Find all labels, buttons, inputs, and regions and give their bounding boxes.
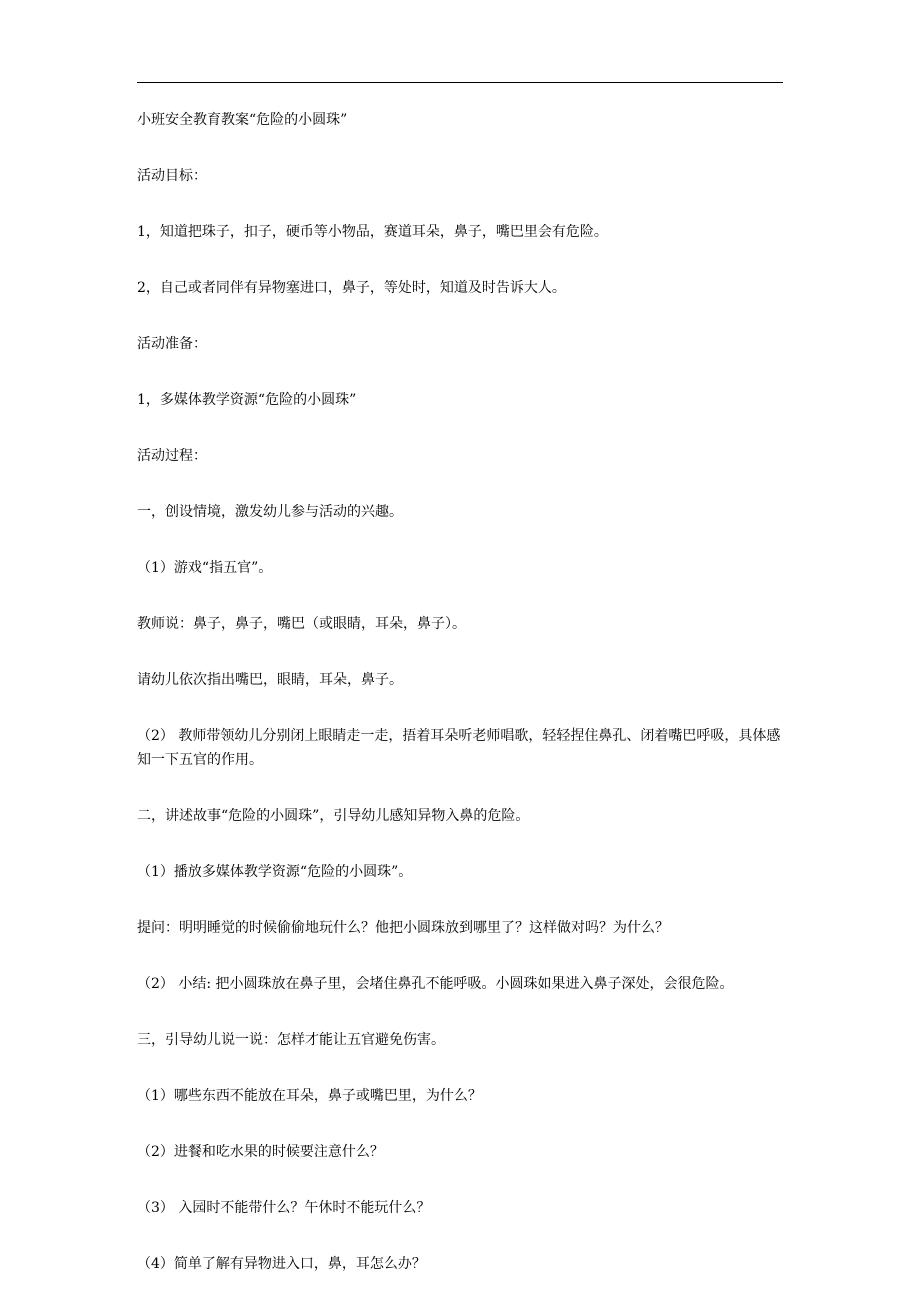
preparation-item-1: 1，多媒体教学资源“危险的小圆珠” — [137, 392, 357, 408]
process-step-1: 一，创设情境，激发幼儿参与活动的兴趣。 — [137, 504, 403, 520]
section-heading-goals: 活动目标： — [137, 168, 207, 184]
goal-item-2: 2，自己或者同伴有异物塞进口，鼻子，等处时，知道及时告诉大人。 — [137, 280, 566, 296]
process-step-3-sub-4: （4）简单了解有异物进入口，鼻，耳怎么办？ — [137, 1256, 426, 1272]
document-title: 小班安全教育教案“危险的小圆珠” — [137, 112, 348, 128]
process-step-1-sub-2: （2） 教师带领幼儿分别闭上眼睛走一走，捂着耳朵听老师唱歌，轻轻捏住鼻孔、闭着嘴巴呼吸，具体感知一下五官的作用。 — [137, 728, 781, 768]
section-heading-preparation: 活动准备： — [137, 336, 207, 352]
process-step-2-sub-1: （1）播放多媒体教学资源“危险的小圆珠”。 — [137, 864, 413, 880]
process-step-1-sub-1: （1）游戏“指五官”。 — [137, 560, 273, 576]
process-step-3-sub-3: （3） 入园时不能带什么？午休时不能玩什么？ — [137, 1200, 431, 1216]
process-step-3-sub-2: （2）进餐和吃水果的时候要注意什么？ — [137, 1144, 384, 1160]
header-rule — [137, 82, 783, 83]
section-heading-process: 活动过程： — [137, 448, 207, 464]
process-step-1-teacher-line: 教师说：鼻子，鼻子，嘴巴（或眼睛，耳朵，鼻子）。 — [137, 616, 466, 632]
process-step-3-sub-1: （1）哪些东西不能放在耳朵，鼻子或嘴巴里，为什么？ — [137, 1088, 482, 1104]
process-step-1-child-line: 请幼儿依次指出嘴巴，眼睛，耳朵，鼻子。 — [137, 672, 403, 688]
process-step-2-sub-2: （2） 小结: 把小圆珠放在鼻子里，会堵住鼻孔不能呼吸。小圆珠如果进入鼻子深处，会很危险。 — [137, 976, 734, 992]
process-step-3: 三，引导幼儿说一说：怎样才能让五官避免伤害。 — [137, 1032, 445, 1048]
document-body — [137, 108, 783, 1276]
goal-item-1: 1，知道把珠子，扣子，硬币等小物品，赛道耳朵，鼻子，嘴巴里会有危险。 — [137, 224, 608, 240]
process-step-2: 二，讲述故事“危险的小圆珠”，引导幼儿感知异物入鼻的危险。 — [137, 808, 530, 824]
process-step-2-question: 提问：明明睡觉的时候偷偷地玩什么？他把小圆珠放到哪里了？这样做对吗？为什么？ — [137, 920, 669, 936]
